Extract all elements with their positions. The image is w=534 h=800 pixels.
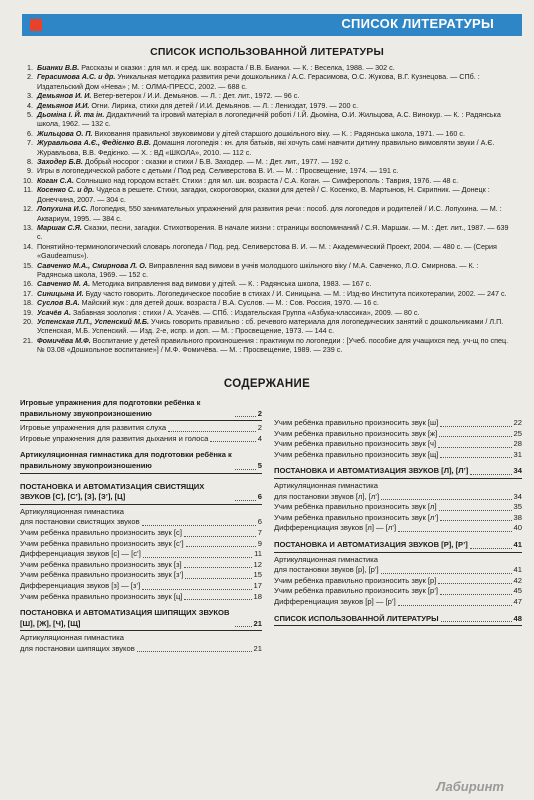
contents-entry [20, 549, 262, 560]
contents-entry-text: Учим ребёнка правильно произносить звук [р’] [274, 586, 439, 596]
contents-left-column [20, 398, 262, 654]
contents-entry-text: Учим ребёнка правильно произносить звук [с’] [20, 538, 184, 548]
contents-entry [274, 565, 522, 576]
leader-dots [440, 519, 511, 521]
contents-page-number: 5 [257, 460, 262, 470]
contents-entry [274, 597, 522, 608]
contents-heading-entry [274, 614, 522, 625]
leader-dots [440, 425, 511, 427]
contents-heading-entry [20, 450, 262, 471]
contents-heading-text: Артикуляционная гимнастика для подготовки ребёнка к правильному звукопроизношению [20, 450, 232, 470]
contents-entry [274, 513, 522, 524]
section-rule [20, 630, 262, 631]
reference-item [22, 101, 512, 110]
reference-number: 13. [23, 222, 33, 232]
reference-text [37, 138, 512, 157]
contents-entry-text: Артикуляционная гимнастика [274, 554, 378, 564]
contents-entry-text: Дифференциация звуков [с] — [с’] [20, 549, 141, 559]
contents-page-number: 41 [513, 539, 522, 549]
reference-author: Савченко М. А. [37, 279, 91, 289]
reference-number: 18. [23, 298, 33, 308]
reference-number: 9. [27, 166, 33, 176]
reference-text [37, 279, 512, 288]
leader-dots [398, 604, 512, 606]
reference-text [37, 166, 512, 175]
reference-text [37, 298, 512, 307]
reference-author: Савченко М.А., Смирнова Л. О. [37, 260, 147, 270]
contents-entry [274, 450, 522, 461]
reference-number: 21. [23, 335, 33, 345]
contents-entry-text: для постановки свистящих звуков [20, 517, 140, 527]
reference-body: Учись говорить правильно : сб. речевого материала для логопедических занятий с дошкольниками / Л.П. Успенская, М.Б. Успенский. — Изд. 2-е, испр. и доп. — М. : Просвещение, 1973. — 144 с. [37, 316, 504, 336]
reference-number: 11. [23, 185, 33, 195]
reference-item [22, 308, 512, 317]
contents-page-number: 38 [513, 512, 522, 522]
contents-heading-entry [274, 540, 522, 551]
reference-text [37, 110, 512, 129]
section-rule [20, 420, 262, 421]
reference-body: Воспитание у детей правильного произношения : практикум по логопедии : [Учеб. пособие для учащихся пед. уч-щ по спец. № 03.08 «Дошкольное воспитание»] / М.Ф. Фомичёва. — М. : Просвещение, 1989. — 239 с. [37, 335, 509, 355]
reference-body: Майский жук : для детей дошк. возраста / В.А. Суслов. — М. : Сов. Россия, 1970. — 16 с. [79, 298, 379, 308]
contents-entry [20, 560, 262, 571]
contents-entry [20, 507, 262, 518]
reference-body: Логопедия, 550 занимательных упражнений для развития речи : пособ. для логопедов и родителей / И.С. Лопухина. — М. : Аквариум, 1995. — 384 с. [37, 204, 502, 223]
contents-entry [20, 581, 262, 592]
leader-dots [235, 468, 256, 470]
contents-entry [20, 517, 262, 528]
contents-section [20, 398, 262, 421]
section-rule [20, 504, 262, 505]
contents-entry-text: для постановки звуков [л], [л’] [274, 491, 380, 501]
reference-item [22, 91, 512, 100]
contents-page-number: 4 [257, 433, 262, 443]
contents-heading-text: СПИСОК ИСПОЛЬЗОВАННОЙ ЛИТЕРАТУРЫ [274, 613, 439, 623]
contents-section [20, 482, 262, 505]
contents-section [274, 540, 522, 553]
reference-text [37, 157, 512, 166]
section-rule [274, 478, 522, 479]
reference-number: 4. [27, 100, 33, 110]
reference-body: Солнышко над городом встаёт. Стихи : для мл. шк. возраста / С.А. Коган. — Симферополь : Таврия, 1976. — 48 с. [74, 175, 459, 185]
reference-body: Чудеса в решете. Стихи, загадки, скороговорки, сказки для детей / С. Косенко, В. Мартынов, Н. Скрипник. — Донецк : Донеччина, 2007. — 304 с. [37, 185, 490, 204]
reference-item [22, 63, 512, 72]
reference-text [37, 317, 512, 336]
leader-dots [438, 446, 511, 448]
leader-dots [184, 598, 251, 600]
reference-number: 17. [23, 288, 33, 298]
contents-entry [274, 523, 522, 534]
reference-text [37, 101, 512, 110]
reference-number: 2. [27, 72, 33, 82]
contents-entry-text: Дифференциация звуков [л] — [л’] [274, 523, 397, 533]
reference-author: Журавльова А.Є., Федієнко В.В. [37, 138, 151, 148]
leader-dots [137, 650, 252, 652]
reference-text [37, 261, 512, 280]
header-title: СПИСОК ЛИТЕРАТУРЫ [341, 16, 494, 31]
leader-dots [186, 545, 256, 547]
reference-item [22, 185, 512, 204]
reference-author: Демьянов И. И. [37, 91, 92, 101]
reference-item [22, 289, 512, 298]
reference-text [37, 308, 512, 317]
contents-page-number: 18 [253, 591, 262, 601]
contents-section [20, 450, 262, 473]
contents-entry-text: для постановки шипящих звуков [20, 643, 135, 653]
contents-entry-text: Учим ребёнка правильно произносить звук [ц] [20, 591, 183, 601]
contents-entry-text: Учим ребёнка правильно произносить звук [щ] [274, 449, 439, 459]
contents-entry-text: Артикуляционная гимнастика [20, 633, 124, 643]
reference-body: Рассказы и сказки : для мл. и сред. шк. возраста / В.В. Бианки. — К. : Веселка, 1988. — 302 с. [79, 63, 395, 72]
reference-number: 10. [23, 175, 33, 185]
reference-item [22, 223, 512, 242]
contents-entry [274, 492, 522, 503]
reference-number: 1. [27, 63, 33, 72]
contents-entry-text: Артикуляционная гимнастика [274, 480, 378, 490]
reference-number: 19. [23, 307, 33, 317]
contents-entry [274, 576, 522, 587]
leader-dots [439, 509, 512, 511]
leader-dots [235, 499, 256, 501]
reference-number: 20. [23, 316, 33, 326]
reference-body: Виправлення вад вимови в учнів молодшого шкільного віку / М.А. Савченко, Л.О. Смирнова. — К. : Радянська школа, 1969. — 152 с. [37, 260, 479, 279]
leader-dots [441, 620, 512, 622]
reference-author: Жильцова О. П. [37, 128, 93, 138]
contents-page-number: 47 [513, 596, 522, 606]
contents-heading-text: ПОСТАНОВКА И АВТОМАТИЗАЦИЯ ЗВУКОВ [Л], [Л’] [274, 466, 469, 476]
contents-page-number: 15 [253, 570, 262, 580]
contents-heading-entry [20, 482, 262, 503]
contents-entry [20, 633, 262, 644]
reference-body: Огни. Лирика, стихи для детей / И.И. Демьянов. — Л. : Лениздат, 1979. — 200 с. [89, 100, 359, 110]
contents-entry-text: Дифференциация звуков [р] — [р’] [274, 596, 396, 606]
reference-item [22, 166, 512, 175]
reference-number: 7. [27, 138, 33, 148]
leader-dots [438, 582, 511, 584]
reference-number: 5. [27, 110, 33, 120]
contents-entry [274, 418, 522, 429]
reference-author: Усачёв А. [37, 307, 71, 317]
section-rule [20, 473, 262, 474]
contents-page-number: 11 [254, 549, 262, 559]
contents-page-number: 42 [513, 575, 522, 585]
leader-dots [143, 556, 252, 558]
contents-entry-text: Учим ребёнка правильно произносить звук [л] [274, 502, 437, 512]
reference-item [22, 261, 512, 280]
contents-entry-text: Игровые упражнения для развития дыхания и голоса [20, 433, 209, 443]
reference-text [37, 223, 512, 242]
contents-page-number: 35 [513, 502, 522, 512]
reference-text [37, 63, 512, 72]
reference-author: Успенская Л.П., Успенский М.Б. [37, 316, 150, 326]
reference-body: Ветер-ветерок / И.И. Демьянов. — Л. : Дет. лит., 1972. — 96 с. [91, 91, 300, 101]
reference-author: Синицына И. [37, 288, 84, 298]
reference-body: Уникальная методика развития речи дошкольника / А.С. Герасимова, О.С. Жукова, В.Г. Кузнецова. — СПб. : Издательский Дом «Нева» ; М. : ОЛМА-ПРЕСС, 2002. — 688 с. [37, 72, 480, 91]
leader-dots [184, 535, 256, 537]
contents-page-number: 12 [253, 559, 262, 569]
section-rule [274, 625, 522, 626]
contents-entry-text: для постановки звуков [р], [р’] [274, 565, 379, 575]
contents-page-number: 28 [513, 439, 522, 449]
contents-heading-text: ПОСТАНОВКА И АВТОМАТИЗАЦИЯ ЗВУКОВ [Р], [Р’] [274, 539, 468, 549]
reference-item [22, 138, 512, 157]
reference-body: Забавная зоология : стихи / А. Усачёв. — СПб. : Издательская Группа «Азбука-классика», 2009. — 80 с. [70, 307, 420, 317]
contents-entry [20, 570, 262, 581]
contents-entry-text: Учим ребёнка правильно произносить звук [ж] [274, 428, 438, 438]
contents-entry [274, 502, 522, 513]
leader-dots [381, 498, 511, 500]
reference-text [37, 176, 512, 185]
reference-author: Дьоміна І. Й. та ін. [37, 110, 105, 120]
reference-item [22, 157, 512, 166]
leader-dots [168, 430, 256, 432]
leader-dots [184, 566, 252, 568]
contents-page-number: 45 [513, 586, 522, 596]
contents-page-number: 6 [257, 492, 262, 502]
contents-entry [20, 644, 262, 655]
leader-dots [235, 415, 256, 417]
leader-dots [398, 530, 511, 532]
contents-heading-text: ПОСТАНОВКА И АВТОМАТИЗАЦИЯ СВИСТЯЩИХ ЗВУКОВ [С], [С’], [З], [З’], [Ц] [20, 481, 205, 502]
reference-number: 3. [27, 91, 33, 101]
reference-author: Суслов В.А. [37, 298, 80, 308]
references-title: СПИСОК ИСПОЛЬЗОВАННОЙ ЛИТЕРАТУРЫ [150, 46, 384, 58]
reference-body: Дидактичний та ігровий матеріал в логопедичній роботі / І.Й. Дьоміна, О.И. Жильцова, А.С. Винокур. — К. : Радянська школа, 1962. — 132 с. [37, 110, 501, 129]
reference-author: Бианки В.В. [37, 63, 80, 72]
contents-entry-text: Учим ребёнка правильно произносить звук [с] [20, 527, 182, 537]
reference-author: Коган С.А. [37, 175, 74, 185]
leader-dots [470, 473, 511, 475]
reference-text [37, 289, 512, 298]
contents-entry-text: Игровые упражнения для развития слуха [20, 423, 167, 433]
reference-author: Маршак С.Я. [37, 222, 82, 232]
leader-dots [439, 435, 511, 437]
contents-entry [20, 423, 262, 434]
contents-page-number: 41 [513, 565, 522, 575]
reference-text [37, 242, 512, 261]
contents-entry [20, 528, 262, 539]
leader-dots [185, 577, 251, 579]
contents-page-number: 31 [513, 449, 522, 459]
reference-number: 16. [23, 279, 33, 289]
contents-entry-text: Учим ребёнка правильно произносить звук [з’] [20, 570, 184, 580]
contents-entry [274, 555, 522, 566]
contents-page-number: 2 [257, 423, 262, 433]
contents-entry [20, 434, 262, 445]
leader-dots [440, 456, 511, 458]
contents-entry [20, 592, 262, 603]
header-square-icon [30, 19, 42, 31]
contents-page-number: 2 [257, 408, 262, 418]
reference-body: Методика виправлення вад вимови у дітей. — К. : Радянська школа, 1983. — 167 с. [90, 279, 372, 289]
contents-entry-text: Учим ребёнка правильно произносить звук [ч] [274, 439, 437, 449]
reference-body: Игры в логопедической работе с детьми / Под ред. Селиверстова В. И. — М. : Просвещение, 1974. — 191 с. [37, 166, 399, 176]
contents-page-number: 9 [257, 538, 262, 548]
contents-section [274, 614, 522, 627]
contents-heading-entry [274, 466, 522, 477]
contents-heading-entry [20, 608, 262, 629]
reference-body: Сказки, песни, загадки. Стихотворения. В начале жизни : страницы воспоминаний / С.Я. Маршак. — М. : Дет. лит., 1987. — 639 с. [37, 222, 509, 242]
reference-number: 12. [23, 204, 33, 214]
reference-number: 14. [23, 241, 33, 251]
reference-author: Демьянов И.И. [37, 100, 90, 110]
leader-dots [142, 588, 251, 590]
references-list [22, 63, 512, 355]
contents-title: СОДЕРЖАНИЕ [223, 378, 311, 390]
reference-author: Косенко С. и др. [37, 185, 95, 195]
reference-number: 6. [27, 128, 33, 138]
reference-body: Понятийно-терминологический словарь логопеда / Под. ред. Селиверстова В. И. — М. : Академический Проект, 2004. — 480 с. — (Серия «Gaudeamus»). [37, 241, 497, 261]
reference-text [37, 336, 512, 355]
watermark-logo: Лабиринт [436, 779, 504, 794]
reference-author: Герасимова А.С. и др. [37, 72, 116, 82]
contents-entry-text: Учим ребёнка правильно произносить звук [р] [274, 575, 437, 585]
contents-page-number: 25 [513, 428, 522, 438]
contents-entry-text: Учим ребёнка правильно произносить звук [з] [20, 559, 182, 569]
reference-number: 8. [27, 157, 33, 167]
reference-text [37, 91, 512, 100]
reference-author: Заходер Б.В. [37, 157, 83, 167]
reference-item [22, 72, 512, 91]
contents-entry-text: Учим ребёнка правильно произносить звук [ш] [274, 418, 439, 427]
contents-page-number: 21 [253, 618, 262, 628]
contents-entry [20, 539, 262, 550]
leader-dots [210, 440, 255, 442]
reference-number: 15. [23, 260, 33, 270]
reference-text [37, 72, 512, 91]
reference-text [37, 185, 512, 204]
contents-page-number: 7 [257, 527, 262, 537]
leader-dots [440, 593, 512, 595]
reference-author: Фомичёва М.Ф. [37, 335, 91, 345]
leader-dots [470, 547, 512, 549]
contents-entry-text: Дифференциация звуков [з] — [з’] [20, 580, 141, 590]
contents-section [274, 466, 522, 479]
contents-heading-text: ПОСТАНОВКА И АВТОМАТИЗАЦИЯ ШИПЯЩИХ ЗВУКОВ [Ш], [Ж], [Ч], [Щ] [20, 608, 230, 628]
contents-entry-text: Учим ребёнка правильно произносить звук [л’] [274, 512, 439, 522]
reference-text [37, 129, 512, 138]
reference-item [22, 336, 512, 355]
contents-heading-entry [20, 398, 262, 419]
contents-page-number: 34 [513, 466, 522, 476]
contents-entry [274, 429, 522, 440]
reference-text [37, 204, 512, 223]
reference-item [22, 298, 512, 307]
section-rule [274, 552, 522, 553]
contents-page-number: 22 [513, 418, 522, 427]
leader-dots [381, 572, 512, 574]
contents-entry-text: Артикуляционная гимнастика [20, 506, 124, 516]
contents-section [20, 608, 262, 631]
contents-page-number: 48 [513, 613, 522, 623]
reference-item [22, 317, 512, 336]
contents-entry [274, 481, 522, 492]
leader-dots [142, 524, 256, 526]
leader-dots [235, 625, 252, 627]
contents-right-column [274, 418, 522, 628]
contents-entry [274, 586, 522, 597]
reference-body: Добрый носорог : сказки и стихи / Б.В. Заходер. — М. : Дет. лит., 1977. — 192 с. [82, 157, 351, 167]
reference-item [22, 110, 512, 129]
reference-item [22, 279, 512, 288]
reference-item [22, 242, 512, 261]
reference-body: Буду часто говорить. Логопедическое пособие в стихах / И. Синицына. — М. : Изд-во Института психотерапии, 2002. — 247 с. [83, 288, 507, 298]
contents-page-number: 40 [513, 523, 522, 533]
reference-item [22, 204, 512, 223]
reference-item [22, 176, 512, 185]
reference-body: Виховання правильної звуковимови у дітей старшого дошкільного віку. — К. : Радянська школа, 1971. — 160 с. [92, 128, 465, 138]
contents-page-number: 34 [513, 491, 522, 501]
contents-heading-text: Игровые упражнения для подготовки ребёнка к правильному звукопроизношению [20, 398, 201, 418]
contents-entry [274, 439, 522, 450]
contents-page-number: 21 [253, 643, 262, 653]
contents-page-number: 6 [257, 517, 262, 527]
reference-item [22, 129, 512, 138]
reference-body: Домашня логопедія : кн. для батьків, які хочуть самі навчити дитину правильно вимовляти звуки / А.Є. Журавльова, В.В. Федієнко. — Х. : ВД «ШКОЛА», 2010. — 112 с. [37, 138, 495, 157]
reference-author: Лопухина И.С. [37, 204, 88, 214]
contents-page-number: 17 [253, 580, 262, 590]
